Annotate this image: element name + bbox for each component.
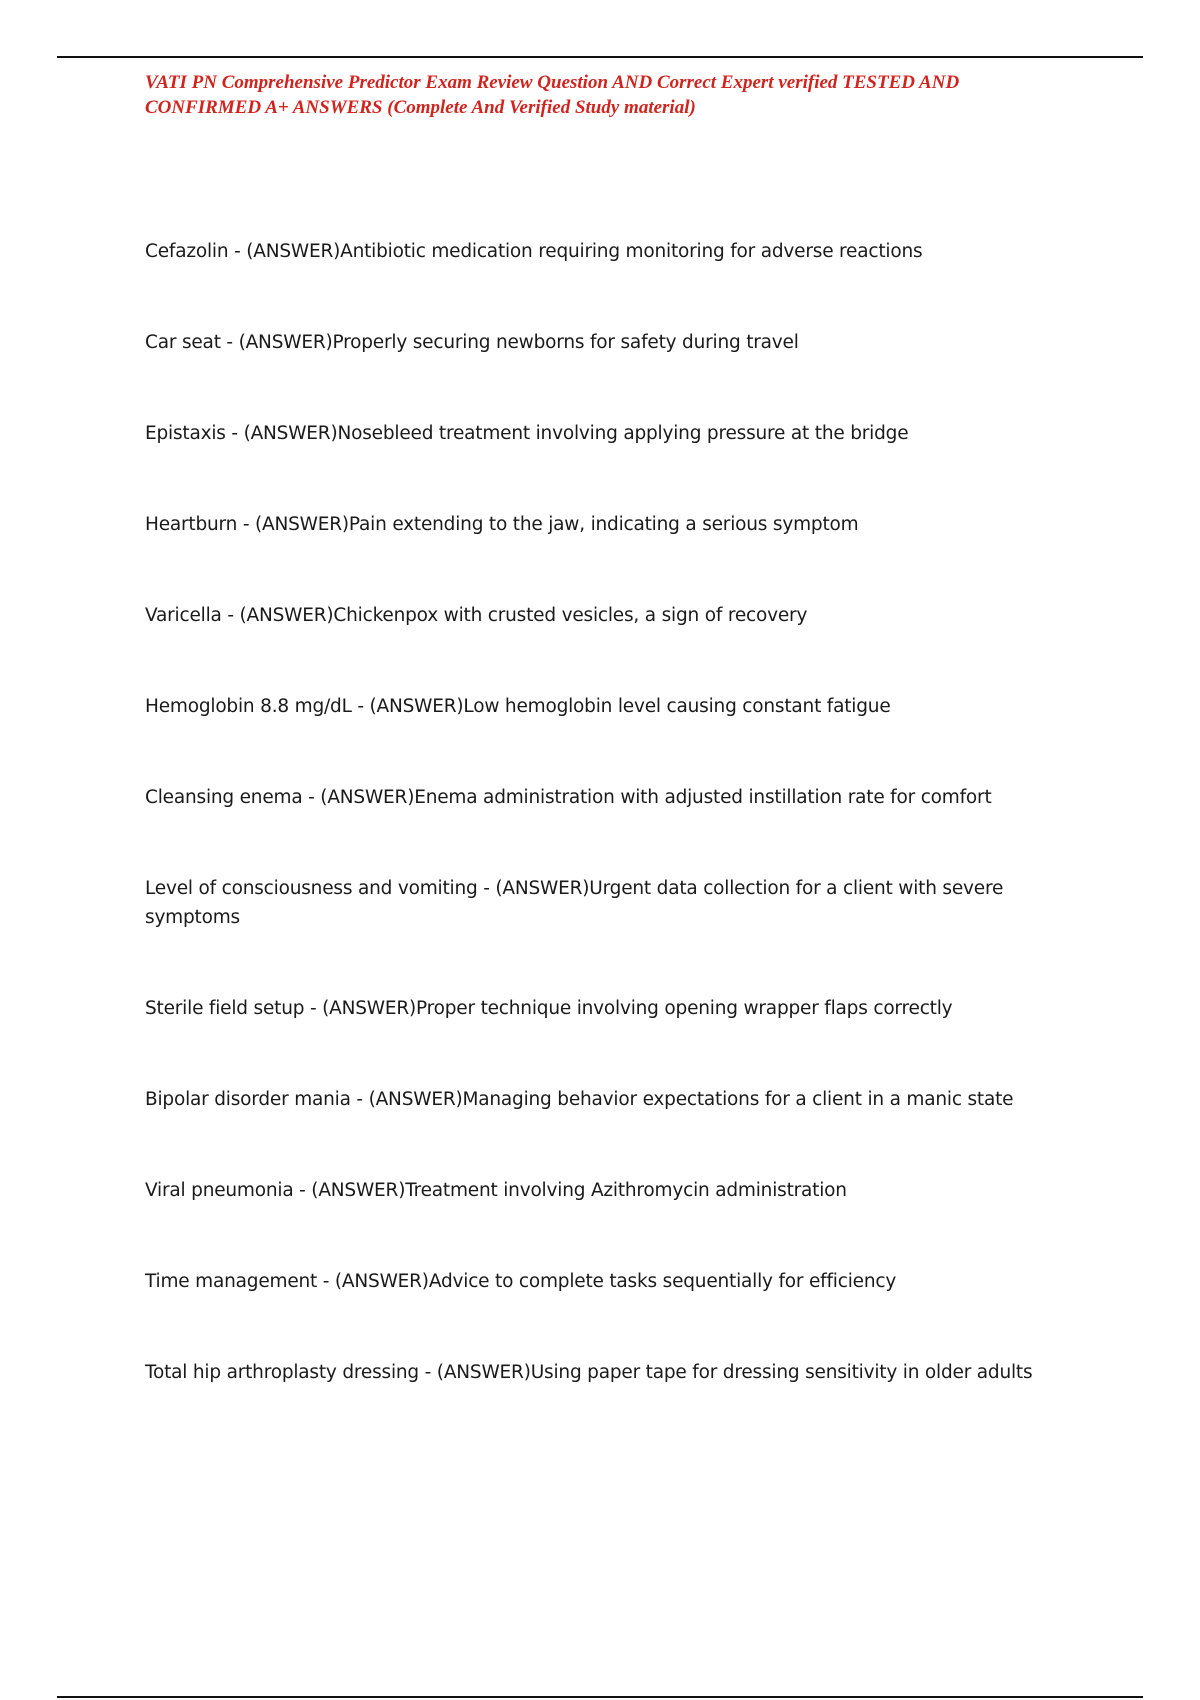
qa-item: Total hip arthroplasty dressing - (ANSWER)Using paper tape for dressing sensitivity in older adults [145,1362,1033,1383]
document-title: VATI PN Comprehensive Predictor Exam Review Question AND Correct Expert verified TESTED AND CONFIRMED A+ ANSWERS (Complete And Verified Study material) [145,72,960,118]
qa-item: Heartburn - (ANSWER)Pain extending to the jaw, indicating a serious symptom [145,514,859,535]
qa-item: Viral pneumonia - (ANSWER)Treatment involving Azithromycin administration [145,1180,847,1201]
header-rule [57,56,1143,58]
qa-item: Sterile field setup - (ANSWER)Proper technique involving opening wrapper flaps correctly [145,998,953,1019]
footer-rule [57,1696,1143,1698]
qa-item: Cefazolin - (ANSWER)Antibiotic medication requiring monitoring for adverse reactions [145,241,923,262]
qa-item: Car seat - (ANSWER)Properly securing newborns for safety during travel [145,332,799,353]
qa-list [145,237,1060,1449]
qa-item: Hemoglobin 8.8 mg/dL - (ANSWER)Low hemoglobin level causing constant fatigue [145,696,891,717]
qa-item: Bipolar disorder mania - (ANSWER)Managing behavior expectations for a client in a manic state [145,1089,1014,1110]
qa-item: Varicella - (ANSWER)Chickenpox with crusted vesicles, a sign of recovery [145,605,808,626]
qa-item: Time management - (ANSWER)Advice to complete tasks sequentially for efficiency [145,1271,897,1292]
qa-item: Cleansing enema - (ANSWER)Enema administration with adjusted instillation rate for comfort [145,787,992,808]
qa-item: Epistaxis - (ANSWER)Nosebleed treatment involving applying pressure at the bridge [145,423,909,444]
qa-item: Level of consciousness and vomiting - (ANSWER)Urgent data collection for a client with severe symptoms [145,878,1004,928]
